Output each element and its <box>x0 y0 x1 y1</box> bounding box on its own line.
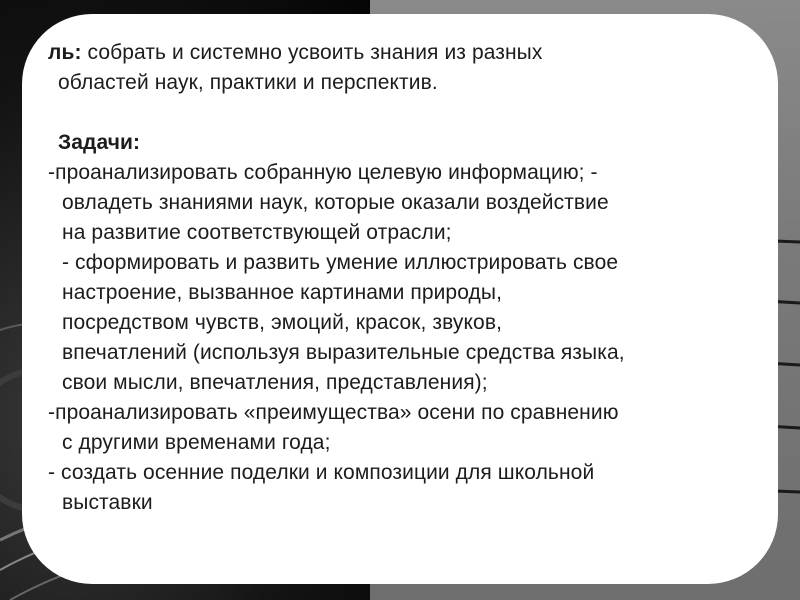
task-line: на развитие соответствующей отрасли; <box>62 221 452 244</box>
task-line: настроение, вызванное картинами природы, <box>62 281 503 304</box>
task-line: свои мысли, впечатления, представления); <box>62 371 488 394</box>
task-line: с другими временами года; <box>62 431 331 454</box>
goal-line-1 <box>48 38 768 68</box>
task-line: посредством чувств, эмоций, красок, звуков, <box>62 311 503 334</box>
task-line: выставки <box>62 491 153 514</box>
goal-label: ль: <box>48 41 82 64</box>
task-line: впечатлений (используя выразительные средства языка, <box>62 341 625 364</box>
task-line: -проанализировать собранную целевую информацию; - <box>48 161 598 184</box>
task-line: - создать осенние поделки и композиции для школьной <box>48 461 595 484</box>
spacer <box>48 98 768 128</box>
goal-line-2: областей наук, практики и перспектив. <box>58 71 438 94</box>
goal-text-1: собрать и системно усвоить знания из разных <box>81 41 543 64</box>
task-line: -проанализировать «преимущества» осени по сравнению <box>48 401 619 424</box>
task-line: - сформировать и развить умение иллюстрировать свое <box>62 251 619 274</box>
slide-content <box>48 38 768 518</box>
tasks-heading: Задачи: <box>58 131 141 154</box>
task-line: овладеть знаниями наук, которые оказали воздействие <box>62 191 609 214</box>
